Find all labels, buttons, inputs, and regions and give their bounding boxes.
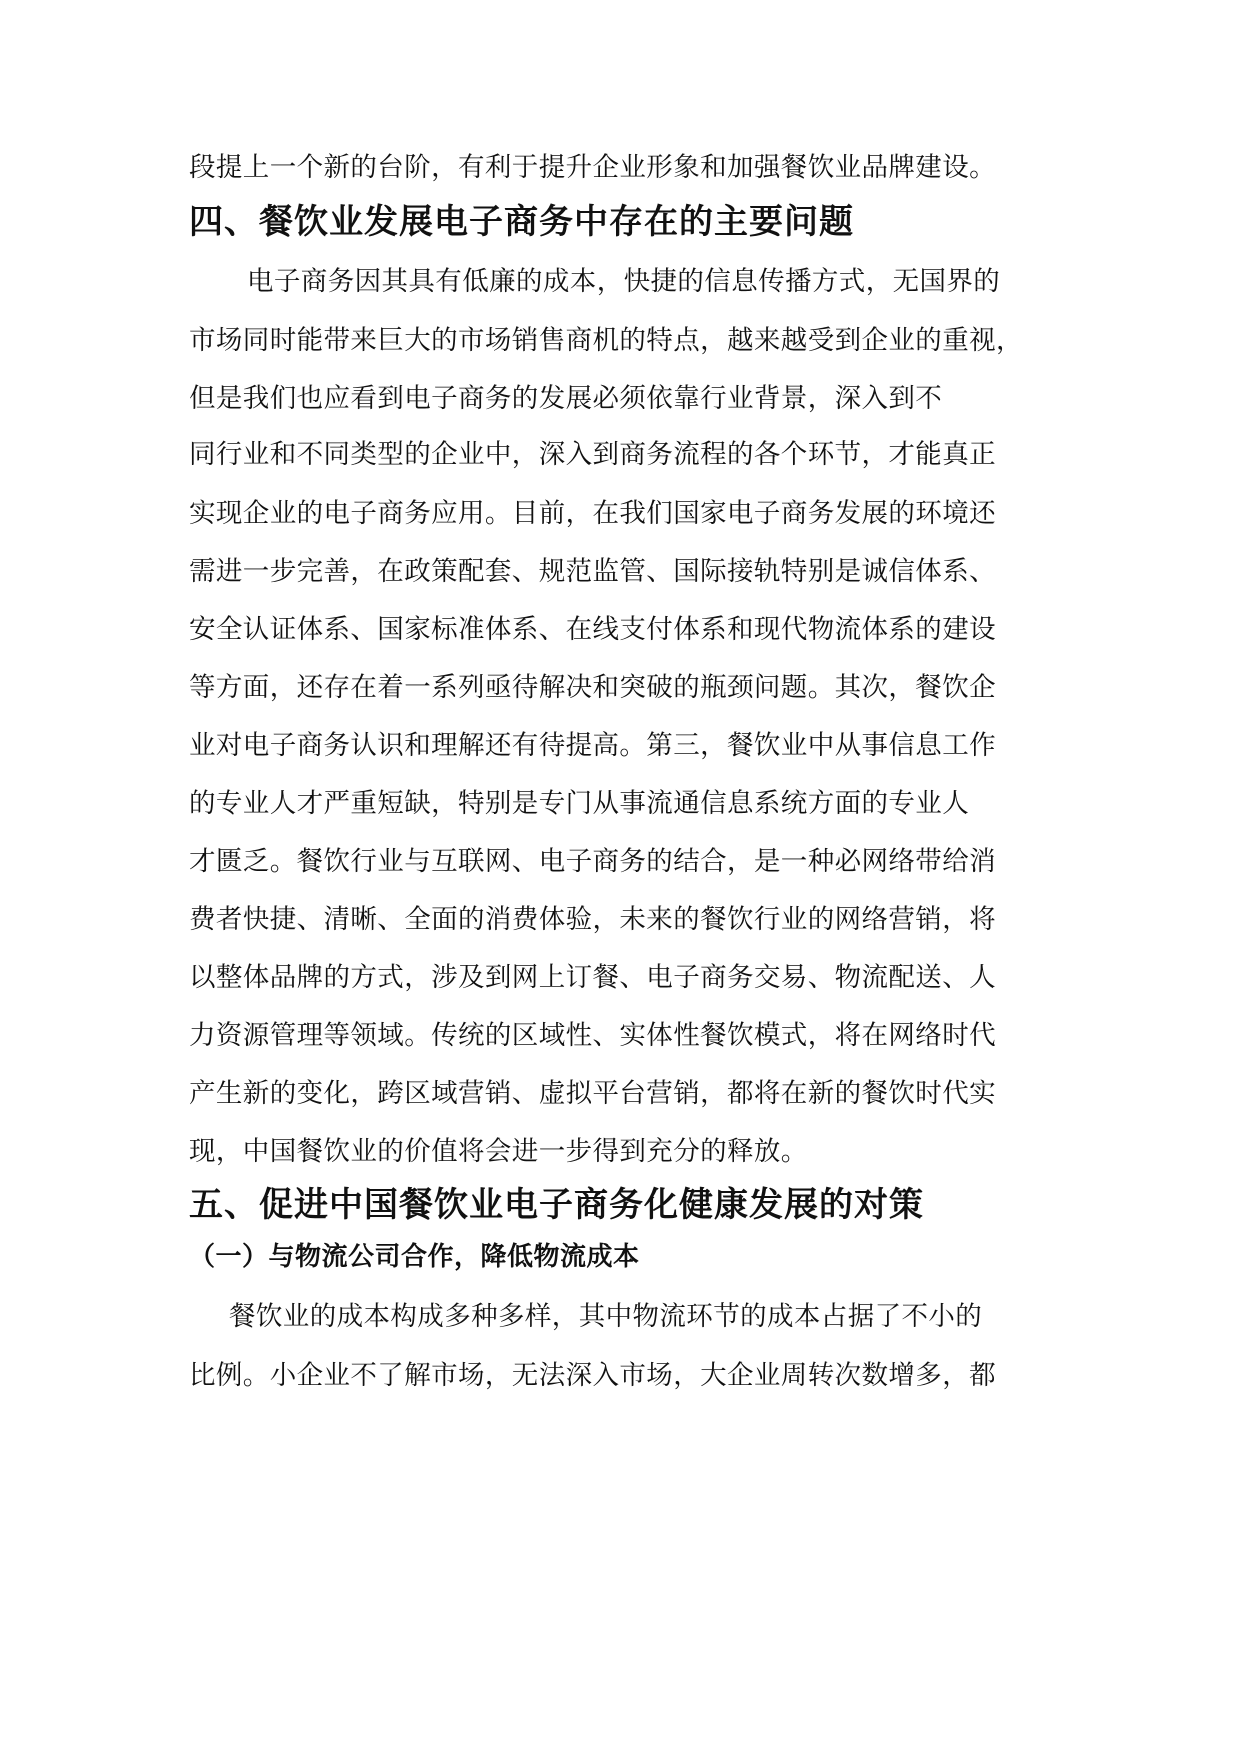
section-heading-5: 五、促进中国餐饮业电子商务化健康发展的对策	[189, 1185, 924, 1225]
paragraph-line: 市场同时能带来巨大的市场销售商机的特点，越来越受到企业的重视，	[189, 325, 1023, 356]
paragraph-line: 等方面，还存在着一系列亟待解决和突破的瓶颈问题。其次，餐饮企	[189, 672, 996, 703]
paragraph-line: 但是我们也应看到电子商务的发展必须依靠行业背景，深入到不	[189, 383, 943, 414]
paragraph-line: 安全认证体系、国家标准体系、在线支付体系和现代物流体系的建设	[189, 614, 996, 645]
paragraph-line: 力资源管理等领域。传统的区域性、实体性餐饮模式，将在网络时代	[189, 1020, 996, 1051]
paragraph-line: 比例。小企业不了解市场，无法深入市场，大企业周转次数增多，都	[189, 1360, 996, 1391]
paragraph-line: 电子商务因其具有低廉的成本，快捷的信息传播方式，无国界的	[247, 266, 1001, 297]
paragraph-line: 费者快捷、清晰、全面的消费体验，未来的餐饮行业的网络营销，将	[189, 904, 996, 935]
paragraph-line: 才匮乏。餐饮行业与互联网、电子商务的结合，是一种必网络带给消	[189, 846, 996, 877]
subsection-heading: （一）与物流公司合作，降低物流成本	[189, 1242, 640, 1272]
paragraph-line: 段提上一个新的台阶，有利于提升企业形象和加强餐饮业品牌建设。	[189, 152, 996, 183]
paragraph-line: 的专业人才严重短缺，特别是专门从事流通信息系统方面的专业人	[189, 788, 970, 819]
paragraph-line: 需进一步完善，在政策配套、规范监管、国际接轨特别是诚信体系、	[189, 556, 996, 587]
paragraph-line: 业对电子商务认识和理解还有待提高。第三，餐饮业中从事信息工作	[189, 730, 996, 761]
paragraph-line: 产生新的变化，跨区域营销、虚拟平台营销，都将在新的餐饮时代实	[189, 1078, 996, 1109]
paragraph-line: 现，中国餐饮业的价值将会进一步得到充分的释放。	[189, 1136, 808, 1167]
paragraph-line: 以整体品牌的方式，涉及到网上订餐、电子商务交易、物流配送、人	[189, 962, 996, 993]
paragraph-line: 同行业和不同类型的企业中，深入到商务流程的各个环节，才能真正	[189, 439, 996, 470]
paragraph-line: 实现企业的电子商务应用。目前，在我们国家电子商务发展的环境还	[189, 498, 996, 529]
paragraph-line: 餐饮业的成本构成多种多样，其中物流环节的成本占据了不小的	[229, 1301, 983, 1332]
section-heading-4: 四、餐饮业发展电子商务中存在的主要问题	[189, 202, 854, 242]
